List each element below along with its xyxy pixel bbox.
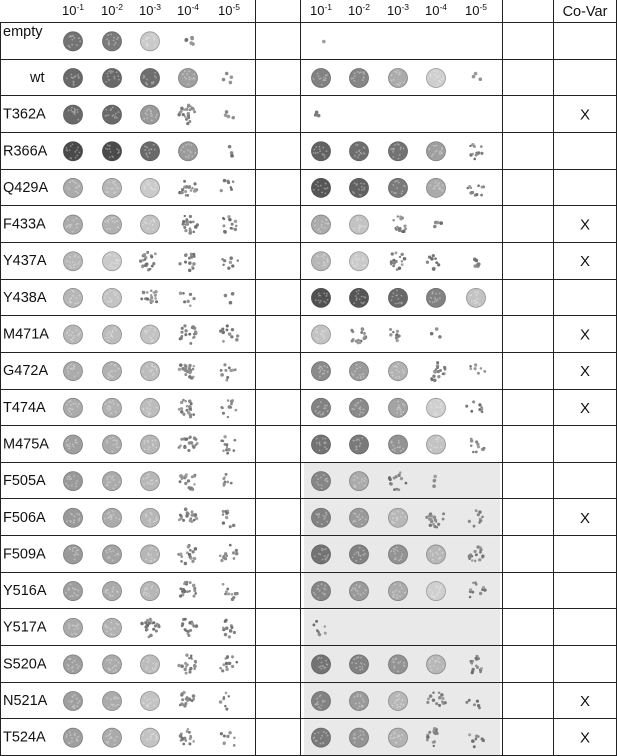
spot-left-r12-c2 [141, 472, 160, 491]
spot-left-r2-c2 [141, 105, 160, 124]
dilution-header-right-2: $10^{-3}$ [386, 2, 410, 18]
spot-left-r4-c3 [178, 180, 198, 197]
spot-left-r18-c4 [219, 692, 230, 711]
spot-left-r7-c2 [140, 290, 158, 305]
spot-left-r2-c1 [103, 105, 122, 124]
spot-right-r0-c0 [322, 40, 326, 44]
spot-left-r2-c3 [177, 104, 196, 126]
spot-left-r7-c1 [103, 288, 122, 307]
spot-right-r13-c2 [389, 508, 408, 527]
spot-right-r7-c4 [467, 288, 486, 307]
spot-right-r8-c0 [312, 325, 331, 344]
spot-left-r12-c4 [222, 473, 232, 487]
covar-header: Co-Var [562, 4, 608, 20]
spot-right-r18-c0 [312, 692, 331, 711]
spot-right-r14-c1 [350, 545, 369, 564]
row-label-g472a: G472A [3, 363, 49, 380]
spot-left-r5-c1 [103, 215, 122, 234]
row-label-f506a: F506A [3, 509, 46, 526]
spot-right-r9-c0 [312, 362, 331, 381]
spot-left-r6-c0 [64, 252, 83, 271]
spot-left-r3-c1 [103, 142, 122, 161]
spot-right-r5-c2 [392, 215, 407, 233]
plate-background [304, 463, 500, 499]
spot-left-r4-c0 [64, 178, 83, 197]
spot-left-r18-c2 [141, 692, 160, 711]
row-label-n521a: N521A [3, 693, 48, 710]
spot-left-r7-c3 [179, 291, 196, 306]
spot-left-r3-c0 [64, 142, 83, 161]
spot-right-r17-c3 [427, 655, 446, 674]
spot-right-r8-c1 [350, 327, 367, 344]
covar-column [563, 4, 608, 747]
spot-right-r7-c3 [427, 288, 446, 307]
spot-left-r11-c4 [220, 435, 236, 454]
spot-right-r12-c0 [312, 472, 331, 491]
spot-left-r9-c0 [64, 362, 83, 381]
dilution-header-left-0: $10^{-1}$ [61, 2, 85, 18]
dilution-headers [62, 2, 487, 18]
spot-left-r13-c1 [103, 508, 122, 527]
spot-right-r3-c1 [350, 142, 369, 161]
spot-right-r4-c4 [466, 184, 485, 196]
spot-right-r14-c2 [389, 545, 408, 564]
spot-left-r1-c2 [141, 68, 160, 87]
spot-right-r7-c0 [312, 288, 331, 307]
row-label-y437a: Y437A [3, 253, 47, 270]
spot-right-r2-c0 [314, 110, 321, 117]
covar-mark: X [579, 399, 591, 417]
spot-right-r11-c1 [350, 435, 369, 454]
spot-left-r11-c3 [178, 436, 199, 452]
spot-left-r14-c4 [219, 544, 239, 562]
spot-left-r3-c2 [141, 142, 160, 161]
spot-left-r1-c4 [222, 72, 233, 85]
row-label-t474a: T474A [3, 399, 46, 416]
spot-left-r17-c4 [219, 655, 238, 672]
spot-left-r4-c4 [220, 179, 235, 192]
spot-left-r8-c3 [179, 324, 198, 345]
spot-right-r4-c0 [312, 178, 331, 197]
row-label-wt: wt [30, 69, 45, 86]
row-label-t362a: T362A [3, 106, 46, 123]
spot-left-r10-c0 [64, 398, 83, 417]
spot-right-r14-c3 [427, 545, 446, 564]
spot-right-r18-c2 [389, 692, 408, 711]
spot-right-r11-c3 [427, 435, 446, 454]
spot-left-r9-c4 [220, 363, 237, 381]
spot-left-r9-c2 [141, 362, 160, 381]
spot-left-r16-c3 [181, 618, 198, 637]
spot-right-r15-c0 [312, 582, 331, 601]
spot-left-r0-c0 [64, 32, 83, 51]
covar-mark: X [579, 729, 591, 747]
plate-background [304, 609, 500, 645]
spot-right-r10-c1 [350, 398, 369, 417]
spot-left-r6-c2 [139, 251, 157, 271]
spot-left-r4-c1 [103, 178, 122, 197]
spot-left-r6-c1 [103, 252, 122, 271]
spot-right-r3-c2 [389, 142, 408, 161]
spot-left-r14-c3 [177, 544, 197, 565]
spot-right-r6-c4 [473, 258, 481, 268]
covar-mark: X [579, 253, 591, 271]
spot-right-r9-c3 [430, 361, 446, 382]
spot-right-r3-c0 [312, 142, 331, 161]
spot-left-r17-c3 [177, 654, 197, 675]
spot-left-r2-c0 [64, 105, 83, 124]
spot-left-r3-c4 [228, 145, 234, 158]
spot-left-r17-c2 [141, 655, 160, 674]
spot-left-r15-c3 [179, 581, 197, 598]
spot-right-r10-c2 [389, 398, 408, 417]
spot-left-r18-c1 [103, 692, 122, 711]
covar-mark: X [579, 326, 591, 344]
spot-left-r17-c1 [103, 655, 122, 674]
spot-left-r14-c2 [141, 545, 160, 564]
covar-mark: X [579, 509, 591, 527]
spot-left-r10-c1 [103, 398, 122, 417]
spot-left-r4-c2 [141, 178, 160, 197]
spot-left-r15-c2 [141, 582, 160, 601]
spot-right-r6-c2 [390, 251, 407, 271]
row-label-y516a: Y516A [3, 583, 47, 600]
spot-left-r10-c3 [178, 399, 195, 419]
spot-left-r12-c1 [103, 472, 122, 491]
spot-left-r0-c1 [103, 32, 122, 51]
dilution-header-right-1: $10^{-2}$ [347, 2, 371, 18]
spot-right-r13-c1 [350, 508, 369, 527]
spot-left-r1-c3 [179, 68, 198, 87]
dilution-header-right-3: $10^{-4}$ [424, 2, 448, 18]
spot-left-r9-c3 [178, 363, 195, 379]
spot-right-r19-c2 [389, 728, 408, 747]
covar-mark: X [579, 106, 591, 124]
row-label-f433a: F433A [3, 216, 46, 233]
row-label-y517a: Y517A [3, 619, 47, 636]
spot-left-r5-c4 [222, 215, 238, 234]
spot-left-r19-c3 [179, 728, 195, 745]
spot-right-r6-c3 [426, 254, 440, 271]
covar-mark: X [579, 363, 591, 381]
spot-right-r19-c0 [312, 728, 331, 747]
spot-right-r1-c1 [350, 68, 369, 87]
row-label-m471a: M471A [3, 326, 49, 343]
row-label-y438a: Y438A [3, 289, 47, 306]
spot-left-r6-c3 [178, 253, 195, 272]
spot-right-r11-c2 [389, 435, 408, 454]
spot-right-r15-c3 [427, 582, 446, 601]
spot-right-r1-c4 [472, 72, 482, 81]
spot-right-r9-c2 [389, 362, 408, 381]
spot-left-r7-c0 [64, 288, 83, 307]
spot-right-r14-c0 [312, 545, 331, 564]
spot-left-r14-c1 [103, 545, 122, 564]
spot-left-r11-c2 [141, 435, 160, 454]
spot-left-r13-c2 [141, 508, 160, 527]
spot-right-r3-c4 [469, 143, 483, 160]
spot-left-r13-c3 [178, 507, 198, 523]
spot-left-r19-c4 [220, 731, 236, 747]
spot-left-r15-c0 [64, 582, 83, 601]
spot-left-r16-c1 [103, 618, 122, 637]
spot-left-r10-c2 [141, 398, 160, 417]
spot-right-r6-c0 [312, 252, 331, 271]
spot-right-r4-c3 [427, 178, 446, 197]
spot-right-r19-c1 [350, 728, 369, 747]
spot-right-r10-c0 [312, 398, 331, 417]
spot-left-r19-c2 [141, 728, 160, 747]
spot-right-r18-c1 [350, 692, 369, 711]
spot-left-r13-c4 [222, 509, 236, 528]
covar-mark: X [579, 693, 591, 711]
spot-left-r11-c0 [64, 435, 83, 454]
spot-left-r5-c2 [141, 215, 160, 234]
spot-left-r10-c4 [220, 399, 237, 418]
dilution-header-left-1: $10^{-2}$ [100, 2, 124, 18]
spot-right-r17-c1 [350, 655, 369, 674]
spot-left-r12-c3 [179, 473, 197, 491]
spot-left-r16-c0 [64, 618, 83, 637]
spot-left-r8-c1 [103, 325, 122, 344]
spot-right-r5-c0 [312, 215, 331, 234]
spot-left-r7-c4 [224, 292, 235, 304]
spot-left-r13-c0 [64, 508, 83, 527]
spot-right-r5-c3 [433, 221, 443, 229]
spot-right-r17-c0 [312, 655, 331, 674]
spot-left-r1-c0 [64, 68, 83, 87]
row-label-empty: empty [3, 24, 43, 40]
covar-mark: X [579, 216, 591, 234]
spot-right-r4-c1 [350, 178, 369, 197]
spot-left-r15-c1 [103, 582, 122, 601]
spot-left-r0-c3 [184, 36, 194, 46]
spot-right-r12-c1 [350, 472, 369, 491]
spot-right-r1-c0 [312, 68, 331, 87]
spot-right-r4-c2 [389, 178, 408, 197]
spot-right-r3-c3 [427, 142, 446, 161]
row-label-s520a: S520A [3, 656, 47, 673]
row-label-m475a: M475A [3, 436, 49, 453]
spot-right-r13-c0 [312, 508, 331, 527]
spot-right-r7-c2 [389, 288, 408, 307]
spot-right-r7-c1 [350, 288, 369, 307]
spot-left-r1-c1 [103, 68, 122, 87]
spot-right-r9-c1 [350, 362, 369, 381]
spot-left-r9-c1 [103, 362, 122, 381]
row-label-f509a: F509A [3, 546, 46, 563]
spot-left-r2-c4 [224, 110, 235, 119]
spot-right-r5-c1 [350, 215, 369, 234]
row-label-q429a: Q429A [3, 179, 49, 196]
row-label-f505a: F505A [3, 473, 46, 490]
spot-left-r8-c0 [64, 325, 83, 344]
spot-left-r6-c4 [221, 256, 239, 269]
spot-left-r16-c2 [140, 618, 160, 639]
spot-right-r10-c3 [427, 398, 446, 417]
spot-right-r9-c4 [469, 363, 486, 375]
spot-left-r11-c1 [103, 435, 122, 454]
dilution-header-right-4: $10^{-5}$ [464, 2, 488, 18]
spot-right-r6-c1 [350, 252, 369, 271]
row-label-t524a: T524A [3, 729, 46, 746]
dilution-header-left-4: $10^{-5}$ [217, 2, 241, 18]
spot-left-r16-c4 [222, 619, 236, 639]
spot-left-r18-c0 [64, 692, 83, 711]
dilution-header-left-3: $10^{-4}$ [176, 2, 200, 18]
spot-right-r15-c2 [389, 582, 408, 601]
spot-right-r15-c1 [350, 582, 369, 601]
spot-left-r8-c2 [141, 325, 160, 344]
spot-left-r5-c3 [181, 215, 199, 235]
spot-right-r1-c2 [389, 68, 408, 87]
spot-right-r8-c3 [430, 327, 442, 338]
spot-left-r19-c1 [103, 728, 122, 747]
spot-left-r17-c0 [64, 655, 83, 674]
spot-left-r5-c0 [64, 215, 83, 234]
dilution-header-right-0: $10^{-1}$ [309, 2, 333, 18]
spot-left-r15-c4 [222, 583, 239, 601]
spot-right-r10-c4 [465, 400, 483, 413]
spot-right-r8-c2 [389, 328, 401, 342]
spot-right-r11-c4 [470, 438, 486, 454]
spot-left-r18-c3 [179, 691, 195, 708]
spot-right-r1-c3 [427, 68, 446, 87]
spot-left-r8-c4 [219, 324, 239, 342]
spot-right-r11-c0 [312, 435, 331, 454]
dilution-header-left-2: $10^{-3}$ [138, 2, 162, 18]
spot-left-r3-c3 [179, 142, 198, 161]
spot-left-r0-c2 [141, 32, 160, 51]
spot-left-r12-c0 [64, 472, 83, 491]
spot-left-r14-c0 [64, 545, 83, 564]
spot-left-r19-c0 [64, 728, 83, 747]
row-label-r366a: R366A [3, 143, 48, 160]
spot-right-r17-c2 [389, 655, 408, 674]
